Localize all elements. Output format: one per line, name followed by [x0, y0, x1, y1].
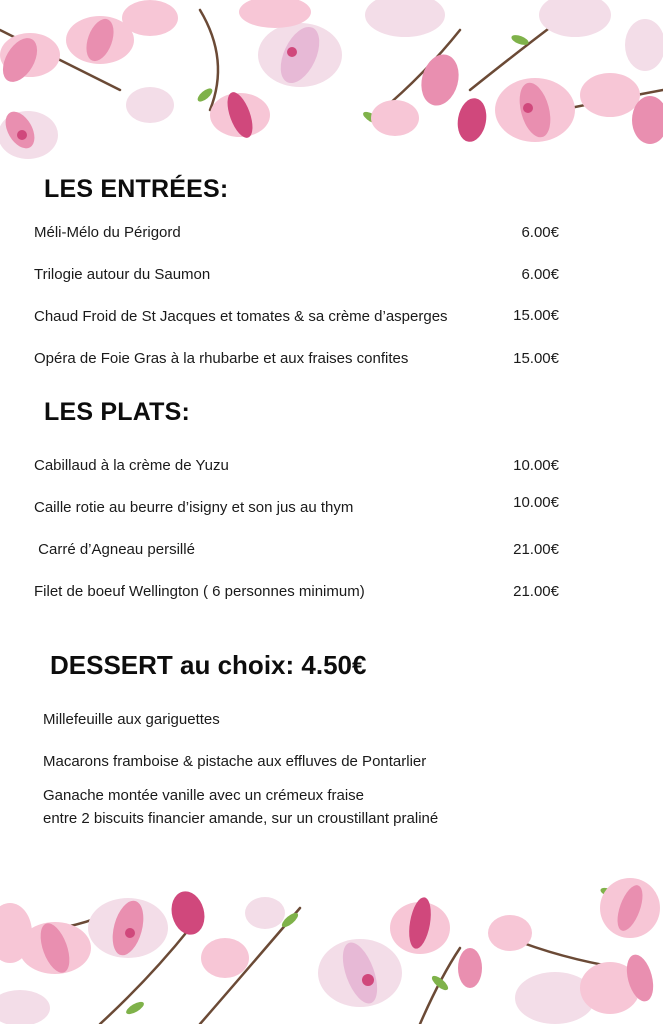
- dessert-item-1: Millefeuille aux gariguettes: [43, 711, 220, 728]
- plat-item-2-price: 10.00€: [513, 494, 559, 511]
- plat-item-4-price: 21.00€: [513, 583, 559, 600]
- plat-item-2-name: Caille rotie au beurre d’isigny et son jus au thym: [34, 499, 354, 516]
- plats-title: LES PLATS:: [44, 398, 190, 426]
- entree-item-2-price: 6.00€: [521, 266, 559, 283]
- plat-item-4-name: Filet de boeuf Wellington ( 6 personnes minimum): [34, 583, 365, 600]
- entree-item-1-price: 6.00€: [521, 224, 559, 241]
- plat-item-1-price: 10.00€: [513, 457, 559, 474]
- entree-item-1-name: Méli-Mélo du Périgord: [34, 224, 181, 241]
- bottom-magnolia-border: [0, 868, 663, 1024]
- entree-item-4-name: Opéra de Foie Gras à la rhubarbe et aux fraises confites: [34, 350, 409, 367]
- entrees-title: LES ENTRÉES:: [44, 175, 229, 203]
- entree-item-3-price: 15.00€: [513, 307, 559, 324]
- entree-item-4-price: 15.00€: [513, 350, 559, 367]
- dessert-title: DESSERT au choix: 4.50€: [50, 650, 367, 680]
- dessert-item-3-line-1: Ganache montée vanille avec un crémeux fraise: [43, 787, 365, 804]
- entree-item-3-name: Chaud Froid de St Jacques et tomates & sa crème d’asperges: [34, 308, 448, 325]
- dessert-item-2: Macarons framboise & pistache aux effluves de Pontarlier: [43, 753, 427, 770]
- top-magnolia-border: [0, 0, 663, 165]
- dessert-item-3-line-2: entre 2 biscuits financier amande, sur un croustillant praliné: [43, 810, 439, 827]
- plat-item-1-name: Cabillaud à la crème de Yuzu: [34, 457, 229, 474]
- plat-item-3-price: 21.00€: [513, 541, 559, 558]
- entree-item-2-name: Trilogie autour du Saumon: [34, 266, 211, 283]
- magnolia-flower-icon: [0, 878, 660, 1024]
- plat-item-3-name: Carré d’Agneau persillé: [34, 541, 195, 558]
